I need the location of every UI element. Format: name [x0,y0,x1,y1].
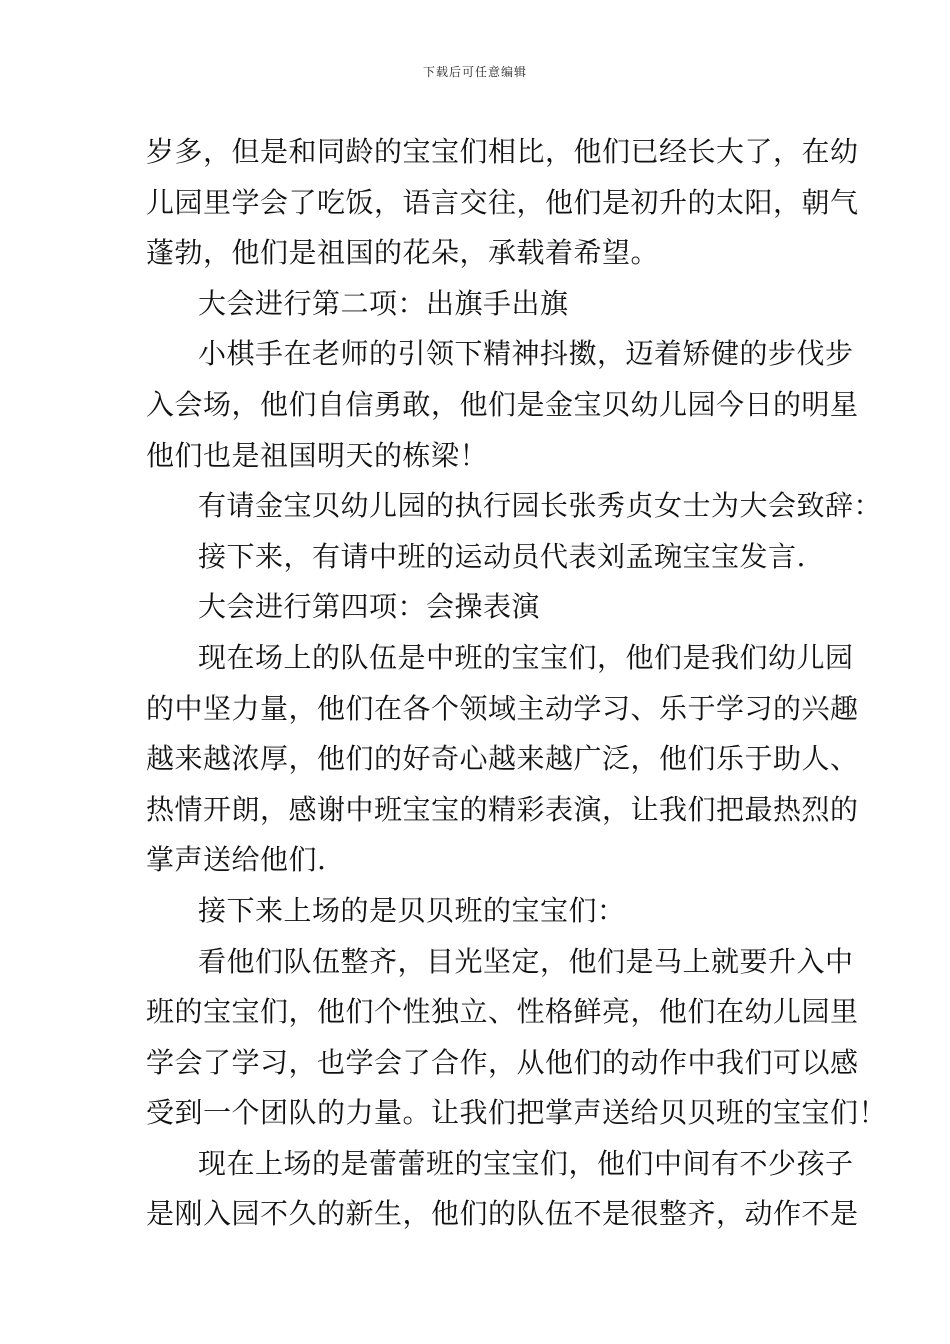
text-line: 现在上场的是蕾蕾班的宝宝们，他们中间有不少孩子 [198,1146,854,1180]
text-line: 班的宝宝们，他们个性独立、性格鲜亮，他们在幼儿园里 [146,995,859,1029]
text-line: 接下来，有请中班的运动员代表刘孟琬宝宝发言. [198,539,806,573]
text-line: 掌声送给他们. [146,843,327,877]
text-line: 儿园里学会了吃饭，语言交往，他们是初升的太阳，朝气 [146,185,859,219]
text-line: 受到一个团队的力量。让我们把掌声送给贝贝班的宝宝们！ [146,1096,888,1130]
text-line: 热情开朗，感谢中班宝宝的精彩表演，让我们把最热烈的 [146,792,859,826]
text-line: 有请金宝贝幼儿园的执行园长张秀贞女士为大会致辞： [198,489,883,523]
text-line: 看他们队伍整齐，目光坚定，他们是马上就要升入中 [198,944,854,978]
text-line: 接下来上场的是贝贝班的宝宝们： [198,893,626,927]
section-heading: 大会进行第四项：会操表演 [198,590,541,624]
text-line: 是刚入园不久的新生，他们的队伍不是很整齐，动作不是 [146,1197,859,1231]
text-line: 蓬勃，他们是祖国的花朵，承载着希望。 [146,236,660,270]
page-header: 下载后可任意编辑 [422,65,527,79]
text-line: 的中坚力量，他们在各个领域主动学习、乐于学习的兴趣 [146,691,859,725]
body-text [146,127,888,1240]
text-line: 学会了学习，也学会了合作，从他们的动作中我们可以感 [146,1045,859,1079]
section-heading: 大会进行第二项：出旗手出旗 [198,286,569,320]
text-line: 入会场，他们自信勇敢，他们是金宝贝幼儿园今日的明星 [146,387,859,421]
text-line: 现在场上的队伍是中班的宝宝们，他们是我们幼儿园 [198,640,854,674]
text-line: 小棋手在老师的引领下精神抖擞，迈着矫健的步伐步 [198,337,854,371]
text-line: 他们也是祖国明天的栋梁！ [146,438,489,472]
text-line: 越来越浓厚，他们的好奇心越来越广泛，他们乐于助人、 [146,742,859,776]
text-line: 岁多，但是和同龄的宝宝们相比，他们已经长大了，在幼 [146,135,859,168]
